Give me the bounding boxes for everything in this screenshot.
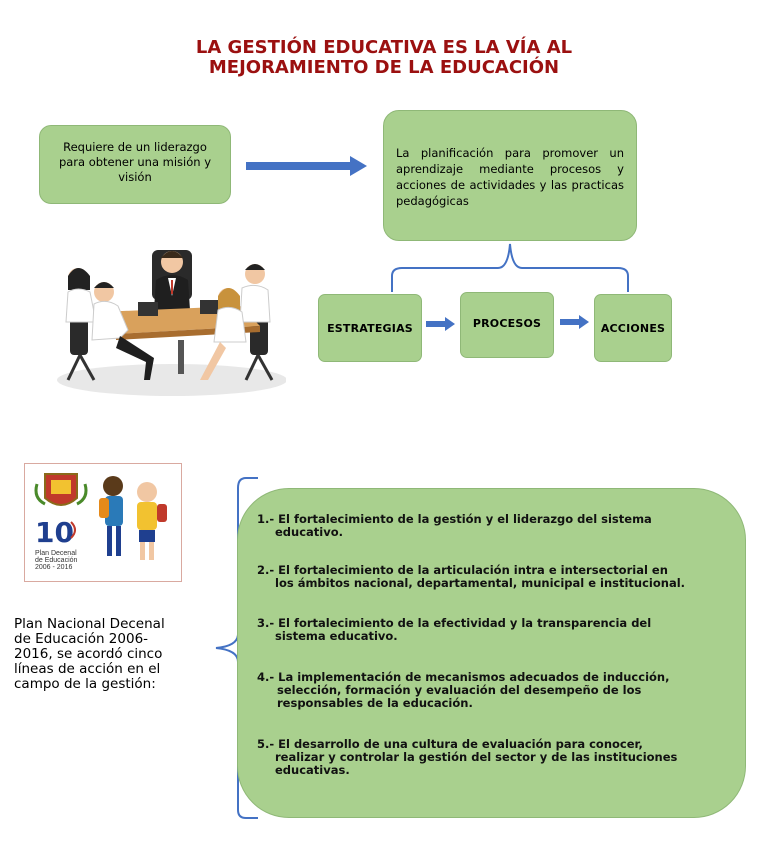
action-line-5-text-2: realizar y controlar la gestión del sector y de las instituciones (275, 750, 678, 764)
action-line-5-text-1: 5.- El desarrollo de una cultura de evaluación para conocer, (257, 737, 643, 751)
horizontal-brace-icon (386, 240, 634, 296)
title-line-2: MEJORAMIENTO DE LA EDUCACIÓN (208, 57, 560, 78)
action-line-3 (257, 617, 727, 643)
action-line-5-text-3: educativas. (275, 763, 350, 777)
logo-number: 10 (35, 516, 74, 549)
planning-text: La planificación para promover un aprendizaje mediante procesos y acciones de actividades y las practicas pedagógicas (396, 146, 624, 208)
leadership-line-3: visión (118, 170, 152, 184)
plan-description-line-4: líneas de acción en el (14, 661, 161, 677)
acciones-box (594, 294, 672, 362)
meeting-illustration (50, 230, 286, 400)
arrow-icon (560, 315, 590, 329)
action-line-4-text-1: 4.- La implementación de mecanismos adecuados de inducción, (257, 670, 670, 684)
estrategias-label: ESTRATEGIAS (327, 321, 413, 335)
plan-description-line-2: de Educación 2006- (14, 631, 149, 647)
arrow-icon (426, 317, 456, 331)
action-line-3-text-2: sistema educativo. (275, 629, 398, 643)
procesos-label: PROCESOS (472, 316, 542, 330)
logo-caption-1: Plan Decenal (35, 550, 77, 557)
action-line-4-text-3: responsables de la educación. (277, 696, 473, 710)
action-line-3-text-1: 3.- El fortalecimiento de la efectividad y la transparencia del (257, 616, 652, 630)
title-line-1: LA GESTIÓN EDUCATIVA ES LA VÍA AL (195, 37, 573, 58)
planning-box (383, 110, 637, 241)
action-line-2 (257, 564, 727, 590)
action-line-2-text-2: los ámbitos nacional, departamental, municipal e institucional. (275, 576, 686, 590)
leadership-line-1: Requiere de un liderazgo (63, 140, 207, 154)
right-arrow-icon (246, 155, 368, 177)
logo-caption-2: de Educación (35, 557, 78, 564)
plan-description-line-1: Plan Nacional Decenal (14, 616, 165, 632)
page-title (0, 38, 768, 78)
acciones-label: ACCIONES (600, 321, 666, 335)
logo-caption-3: 2006 - 2016 (35, 564, 73, 571)
plan-description (14, 617, 202, 692)
action-line-1 (257, 513, 727, 539)
action-line-1-text-2: educativo. (275, 525, 344, 539)
procesos-box (460, 292, 554, 358)
plan-description-line-5: campo de la gestión: (14, 676, 156, 692)
action-line-5 (257, 738, 727, 777)
plan-description-line-3: 2016, se acordó cinco (14, 646, 163, 662)
leadership-box (39, 125, 231, 204)
action-line-4 (257, 671, 727, 710)
action-line-1-text-1: 1.- El fortalecimiento de la gestión y el liderazgo del sistema (257, 512, 652, 526)
estrategias-box (318, 294, 422, 362)
leadership-line-2: para obtener una misión y (58, 155, 212, 169)
plan-decenal-logo (24, 463, 182, 582)
action-line-2-text-1: 2.- El fortalecimiento de la articulación intra e intersectorial en (257, 563, 668, 577)
action-line-4-text-2: selección, formación y evaluación del desempeño de los (277, 683, 642, 697)
